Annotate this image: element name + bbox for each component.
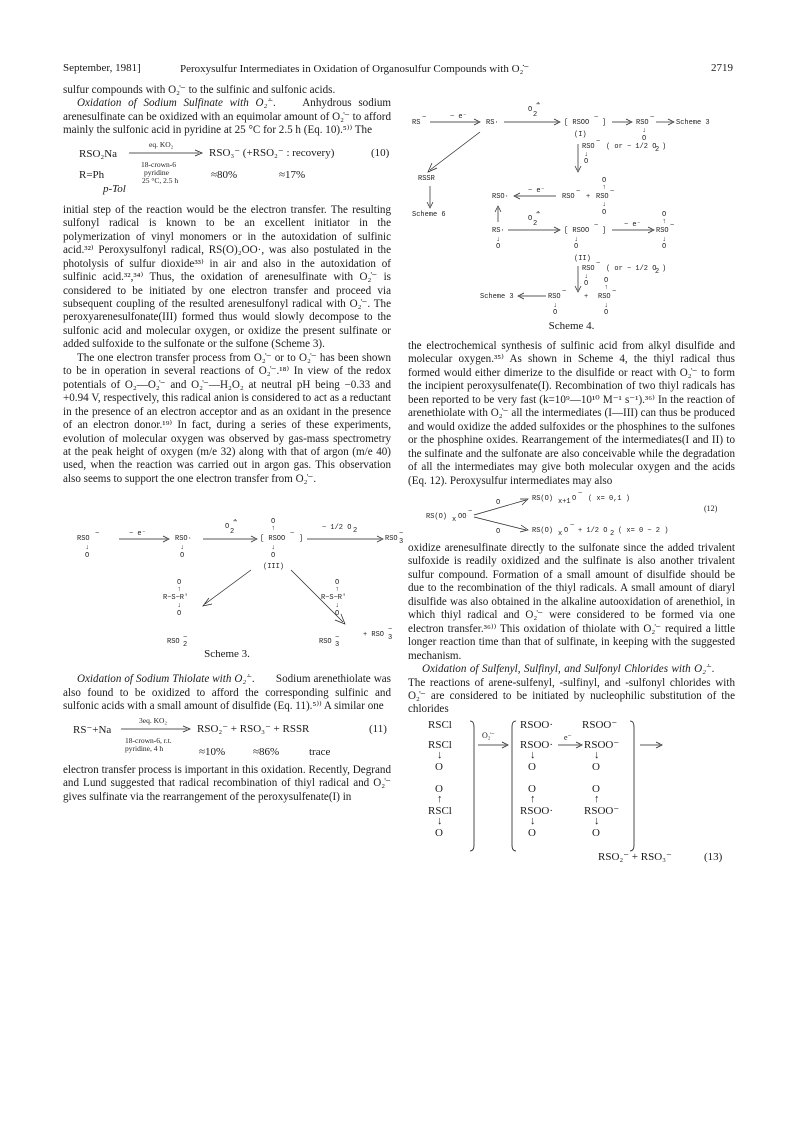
svg-text:RSO: RSO bbox=[582, 265, 595, 273]
svg-text:(I): (I) bbox=[574, 131, 587, 139]
svg-text:−: − bbox=[596, 138, 601, 146]
svg-text:O: O bbox=[335, 579, 340, 588]
eq-number: (11) bbox=[369, 722, 387, 735]
intermediate: RSOO· bbox=[520, 738, 554, 751]
svg-text:2: 2 bbox=[610, 529, 615, 538]
eq-number: (10) bbox=[371, 146, 390, 159]
svg-text:x+1: x+1 bbox=[558, 497, 571, 506]
svg-text:↓: ↓ bbox=[642, 127, 647, 135]
svg-text:O: O bbox=[572, 494, 577, 503]
paragraph: oxidize arenesulfinate directly to the sulfonate since the added trivalent sulfoxide is readily oxidized and the sulfinate is also another trivalent sulfur compound. Formation of a small amount of disulfide should be due to the recombination of the thiyl radicals. A small amount of diaryl disulfide was also obtained in the alkaline autooxidation of arenethiol, in which thiyl radical and O₂̇⁻ were considered to be formed via one electron transfer.³⁶⁾⁾ This oxidation of thiolate with O₂̇⁻ required a little longer reaction time than that of sulfinate, in keeping with the suggested mechanism. bbox=[408, 541, 735, 662]
oxygen-label: O bbox=[528, 782, 536, 795]
eq-reagent: eq. KO₂ bbox=[149, 139, 174, 149]
svg-text:O: O bbox=[564, 526, 569, 535]
reactant: RSCl bbox=[428, 738, 452, 751]
header-date: September, 1981] bbox=[63, 62, 141, 74]
svg-text:): ) bbox=[662, 143, 667, 151]
svg-text:RSSR: RSSR bbox=[418, 175, 435, 183]
svg-text:−: − bbox=[399, 530, 404, 539]
oxygen-label: O bbox=[435, 782, 443, 795]
svg-text:−: − bbox=[594, 114, 599, 122]
svg-text:↑: ↑ bbox=[271, 525, 276, 534]
scheme-3-diagram bbox=[63, 512, 404, 650]
svg-text:O: O bbox=[604, 277, 609, 285]
svg-text:O: O bbox=[642, 135, 647, 143]
section-sulfinate bbox=[63, 97, 391, 137]
page-number: 2719 bbox=[711, 62, 733, 74]
eq-lhs: RS⁻+Na bbox=[73, 723, 112, 736]
svg-text:RSO·: RSO· bbox=[175, 535, 192, 544]
r-definition: p-Tol bbox=[103, 182, 126, 195]
svg-text:↓: ↓ bbox=[584, 151, 589, 159]
eq-reagent: 3eq. KO₂ bbox=[139, 715, 168, 725]
svg-text:RS·: RS· bbox=[486, 119, 499, 127]
svg-text:O: O bbox=[584, 158, 589, 166]
svg-text:∸: ∸ bbox=[536, 101, 541, 109]
eq-condition: 25 °C, 2.5 h bbox=[142, 175, 179, 185]
svg-text:RSO: RSO bbox=[385, 535, 398, 544]
svg-text:↑: ↑ bbox=[602, 184, 607, 192]
eq-rhs: RSO₂⁻ + RSO₃⁻ + RSSR bbox=[197, 722, 310, 735]
intermediate: RSOO⁻ bbox=[584, 804, 620, 817]
svg-text:O: O bbox=[662, 243, 667, 251]
svg-text:O: O bbox=[496, 527, 501, 536]
svg-text:RSO: RSO bbox=[596, 193, 609, 201]
svg-text:RSO: RSO bbox=[598, 293, 611, 301]
svg-text:3: 3 bbox=[335, 641, 340, 650]
eq-condition: pyridine bbox=[144, 167, 169, 177]
svg-text:↓: ↓ bbox=[602, 201, 607, 209]
svg-text:RSO·: RSO· bbox=[492, 193, 509, 201]
svg-text:− 1/2 O: − 1/2 O bbox=[322, 524, 352, 533]
svg-text:RS(O): RS(O) bbox=[426, 512, 448, 521]
reactant: RSCl bbox=[428, 718, 452, 731]
svg-text:Scheme 6: Scheme 6 bbox=[412, 211, 446, 219]
svg-text:−: − bbox=[576, 188, 581, 196]
svg-text:]: ] bbox=[602, 119, 607, 127]
eq-condition: 18-crown-6 bbox=[141, 159, 176, 169]
right-column bbox=[408, 101, 735, 877]
svg-text:↓: ↓ bbox=[335, 602, 340, 611]
svg-text:O: O bbox=[553, 309, 558, 317]
svg-text:]: ] bbox=[299, 535, 304, 544]
svg-text:R−S−R': R−S−R' bbox=[321, 594, 347, 603]
intermediate: RSOO⁻ bbox=[584, 738, 620, 751]
eq-number: (12) bbox=[704, 503, 718, 513]
svg-text:↑: ↑ bbox=[335, 586, 340, 595]
eq-product: RSO₂⁻ + RSO₃⁻ bbox=[598, 850, 672, 863]
svg-text:O: O bbox=[225, 523, 230, 532]
electron-label: e⁻ bbox=[564, 732, 572, 742]
oxygen-label: O bbox=[528, 826, 536, 839]
svg-text:+ 1/2 O: + 1/2 O bbox=[578, 526, 608, 535]
section-title: Oxidation of Sulfenyl, Sulfinyl, and Sulfonyl Chlorides with O₂̇⁻. bbox=[422, 663, 715, 676]
svg-text:x: x bbox=[452, 515, 457, 524]
svg-text:−: − bbox=[422, 114, 427, 122]
svg-text:( or − 1/2 O: ( or − 1/2 O bbox=[606, 143, 657, 151]
section-chlorides bbox=[408, 663, 735, 717]
yield: trace bbox=[309, 745, 331, 758]
svg-text:↓: ↓ bbox=[271, 544, 276, 553]
reaction-arrow bbox=[129, 149, 203, 157]
svg-text:( x= 0 − 2 ): ( x= 0 − 2 ) bbox=[618, 526, 669, 535]
svg-text:RS·: RS· bbox=[492, 227, 505, 235]
svg-text:2: 2 bbox=[533, 220, 538, 228]
oxygen-label: O bbox=[528, 760, 536, 773]
svg-text:↓: ↓ bbox=[584, 273, 589, 281]
svg-text:O: O bbox=[85, 552, 90, 561]
svg-text:RSO: RSO bbox=[167, 638, 180, 647]
svg-text:O: O bbox=[602, 209, 607, 217]
section-title: Oxidation of Sodium Thiolate with O₂̇⁻. bbox=[77, 673, 255, 686]
svg-text:↓: ↓ bbox=[604, 302, 609, 310]
paragraph: the electrochemical synthesis of sulfinic acid from alkyl disulfide and molecular oxygen.³⁵⁾ As shown in Scheme 4, the thiyl radical thus formed would either dimerize to the disulfide or react with O₂̇⁻ to form the incipient peroxysulfenate(I). Recombination of two thiyl radicals has been reported to be very fast (k=10⁹—10¹⁰ M⁻¹ s⁻¹).³⁶⁾ In the reaction of arenethiolate with O₂̇⁻ all the intermediates (I—III) can thus be produced and would oxidize the added sulfoxides or the phosphines to the sulfones or the phosphine oxides. Rearrangement of the intermediates(I and II) to the sulfinate and the sulfonate are also conceivable while the degradation of all the intermediates may give both molecular oxygen and the acids (Eq. 12). Peroxysulfur intermediates may also bbox=[408, 340, 735, 487]
svg-text:O: O bbox=[180, 552, 185, 561]
svg-text:−: − bbox=[596, 260, 601, 268]
svg-text:x: x bbox=[558, 529, 563, 538]
svg-text:(III): (III) bbox=[263, 563, 285, 572]
svg-text:RSO: RSO bbox=[319, 638, 332, 647]
svg-text:↓: ↓ bbox=[496, 236, 501, 244]
svg-text:−: − bbox=[612, 288, 617, 296]
svg-text:O: O bbox=[584, 280, 589, 288]
svg-text:O: O bbox=[271, 552, 276, 561]
equation-10 bbox=[63, 138, 391, 204]
svg-text:O: O bbox=[177, 579, 182, 588]
eq-condition: 18-crown-6, r.t. bbox=[125, 735, 172, 745]
svg-text:↓: ↓ bbox=[180, 544, 185, 553]
svg-text:−: − bbox=[562, 288, 567, 296]
scheme-4-caption: Scheme 4. bbox=[548, 320, 595, 332]
oxygen-label: O bbox=[435, 826, 443, 839]
equation-12 bbox=[408, 488, 735, 542]
svg-text:∸: ∸ bbox=[233, 518, 238, 527]
scheme-4-diagram bbox=[408, 100, 735, 316]
reagent-label: O₂̇⁻ bbox=[482, 730, 495, 740]
svg-text:−: − bbox=[468, 507, 473, 516]
svg-text:O: O bbox=[602, 177, 607, 185]
svg-text:O: O bbox=[271, 518, 276, 527]
eq-lhs: RSO₂Na bbox=[79, 147, 118, 160]
paragraph: sulfur compounds with O₂̇⁻ to the sulfinic and sulfonic acids. bbox=[63, 84, 336, 96]
svg-text:O: O bbox=[604, 309, 609, 317]
svg-text:RS(O): RS(O) bbox=[532, 494, 554, 503]
svg-text:O: O bbox=[662, 211, 667, 219]
svg-text:RSO: RSO bbox=[656, 227, 669, 235]
svg-text:− e⁻: − e⁻ bbox=[450, 113, 467, 121]
svg-text:RSO: RSO bbox=[562, 193, 575, 201]
svg-text:−: − bbox=[670, 222, 675, 230]
svg-text:RSO: RSO bbox=[548, 293, 561, 301]
r-definition: R=Ph bbox=[79, 168, 105, 181]
svg-text:RS(O): RS(O) bbox=[532, 526, 554, 535]
svg-text:2: 2 bbox=[183, 641, 188, 650]
oxygen-label: O bbox=[592, 826, 600, 839]
svg-text:−: − bbox=[335, 634, 340, 643]
svg-text:( x= 0,1 ): ( x= 0,1 ) bbox=[588, 494, 631, 503]
section-thiolate bbox=[63, 673, 391, 713]
svg-text:−: − bbox=[594, 222, 599, 230]
svg-text:( or − 1/2 O: ( or − 1/2 O bbox=[606, 265, 657, 273]
header-title: Peroxysulfur Intermediates in Oxidation of Organosulfur Compounds with O₂̇⁻ bbox=[180, 63, 530, 75]
svg-text:(II): (II) bbox=[574, 255, 591, 263]
svg-text:2: 2 bbox=[655, 268, 660, 276]
svg-text:3: 3 bbox=[388, 634, 393, 643]
section-body: Anhydrous sodium arenesulfinate can be oxidized with an equimolar amount of O₂̇⁻ to afford mainly the sulfonic acid in pyridine at 25 °C for 2.5 h (Eq. 10).⁵⁾⁾ The bbox=[63, 97, 392, 137]
reaction-arrow bbox=[121, 725, 191, 733]
svg-text:↓: ↓ bbox=[177, 602, 182, 611]
eq-number: (13) bbox=[704, 850, 723, 863]
svg-text:[ RSOO: [ RSOO bbox=[260, 535, 286, 544]
svg-text:): ) bbox=[662, 265, 667, 273]
section-body: Sodium arenethiolate was also found to be oxidized to afford the corresponding sulfinic and sulfonic acids with a small amount of disulfide (Eq. 11).⁵⁾⁾ A similar one bbox=[63, 673, 391, 713]
svg-text:O: O bbox=[496, 243, 501, 251]
svg-text:−: − bbox=[183, 634, 188, 643]
intermediate: RSOO· bbox=[520, 718, 554, 731]
section-title: Oxidation of Sodium Sulfinate with O₂̇⁻. bbox=[77, 97, 276, 110]
paragraph: initial step of the reaction would be the electron transfer. The resulting sulfonyl radical is known to be an excellent initiator in the polymerization of vinyl monomers or in the autoxidation of sulfinic acid.³²⁾ Peroxysulfonyl radical, RS(O)₂OO·, was also postulated in the photolysis of sulfur dioxide³³⁾ in air and also in the autoxidation of sulfinic acid.³²,³⁴⁾ Thus, the oxidation of arenesulfinate with O₂̇⁻ is considered to be initiated by one electron transfer and proceed via subsequent coupling of the resulted arenesulfonyl radical with O₂̇⁻. The peroxyarenesulfonate(III) formed thus would slowly decompose to the sulfonic acid and molecular oxygen, or oxidize the present sulfinate or added sulfoxide to the sulfonate or the sulfone (Scheme 3). bbox=[63, 203, 391, 351]
oxygen-label: O bbox=[592, 760, 600, 773]
scheme-4 bbox=[408, 101, 735, 340]
svg-text:−: − bbox=[95, 530, 100, 539]
svg-text:+ RSO: + RSO bbox=[363, 631, 385, 640]
svg-text:↑: ↑ bbox=[662, 218, 667, 226]
svg-text:+: + bbox=[586, 193, 591, 201]
svg-text:R−S−R': R−S−R' bbox=[163, 594, 189, 603]
svg-text:↓: ↓ bbox=[574, 236, 579, 244]
equation-12-diagram bbox=[408, 490, 735, 540]
svg-text:RSO: RSO bbox=[77, 535, 90, 544]
svg-text:3: 3 bbox=[399, 538, 404, 547]
svg-text:2: 2 bbox=[655, 146, 660, 154]
svg-text:↓: ↓ bbox=[662, 236, 667, 244]
reactant: RSCl bbox=[428, 804, 452, 817]
svg-text:∸: ∸ bbox=[536, 210, 541, 218]
eq-condition: pyridine, 4 h bbox=[125, 743, 164, 753]
paragraph: The one electron transfer process from O₂̇⁻ or to O₂̇⁻ has been shown to be in operation in several reactions of O₂̇⁻.¹⁸⁾ In view of the redox potentials of O₂—O₂̇⁻ and O₂̇⁻—H₂O₂ at neutral pH being −0.33 and +0.94 V, respectively, this radical anion is considered to act as a reductant in the presence of an electron acceptor and as an oxidant in the presence of an electron donor.¹⁹⁾ In fact, during a series of these experiments, evolution of molecular oxygen was observed by gas-mass spectrometry at the peak height of oxygen (m/e 32) along with that of argon (m/e 40) used, when the reaction was carried out in argon gas. This observation also seems to support the one electron transfer from O₂̇⁻. bbox=[63, 351, 391, 485]
svg-text:RSO: RSO bbox=[636, 119, 649, 127]
svg-text:↑: ↑ bbox=[177, 586, 182, 595]
yield: ≈10% bbox=[199, 745, 226, 758]
svg-text:−: − bbox=[570, 521, 575, 530]
svg-text:− e⁻: − e⁻ bbox=[624, 221, 641, 229]
svg-text:+: + bbox=[584, 293, 589, 301]
oxygen-label: O bbox=[435, 760, 443, 773]
svg-text:↓: ↓ bbox=[85, 544, 90, 553]
svg-text:O: O bbox=[496, 498, 501, 507]
svg-text:− e⁻: − e⁻ bbox=[129, 530, 146, 539]
svg-text:−: − bbox=[578, 489, 583, 498]
svg-text:Scheme 3: Scheme 3 bbox=[676, 119, 710, 127]
svg-text:↑: ↑ bbox=[604, 284, 609, 292]
svg-text:−: − bbox=[610, 188, 615, 196]
equation-13: RSCl RSCl ↓ O O ↑ RSCl ↓ O O₂̇⁻ RSOO· RSOO· ↓ O O ↑ RSOO· ↓ O e⁻ RSOO⁻ RSOO⁻ ↓ O O ↑ RSOO⁻ ↓ O RSO₂⁻ + RSO₃⁻ (13) bbox=[408, 717, 735, 877]
left-column bbox=[63, 84, 404, 804]
svg-text:O: O bbox=[335, 610, 340, 619]
svg-text:]: ] bbox=[602, 227, 607, 235]
svg-text:2: 2 bbox=[230, 528, 235, 537]
yield: ≈86% bbox=[253, 745, 280, 758]
svg-text:O: O bbox=[574, 243, 579, 251]
yield: ≈17% bbox=[279, 168, 306, 181]
svg-text:−: − bbox=[388, 626, 393, 635]
eq-rhs: RSO₃⁻ (+RSO₂⁻ : recovery) bbox=[209, 146, 335, 159]
oxygen-label: O bbox=[592, 782, 600, 795]
svg-text:O: O bbox=[528, 106, 533, 114]
svg-text:O: O bbox=[177, 610, 182, 619]
svg-text:− e⁻: − e⁻ bbox=[528, 187, 545, 195]
svg-text:RS: RS bbox=[412, 119, 421, 127]
svg-text:OO: OO bbox=[458, 512, 467, 521]
svg-text:Scheme 3: Scheme 3 bbox=[480, 293, 514, 301]
equation-11 bbox=[63, 714, 391, 764]
svg-text:−: − bbox=[290, 530, 295, 539]
svg-text:2: 2 bbox=[533, 111, 538, 119]
scheme-3-caption: Scheme 3. bbox=[204, 648, 250, 661]
svg-text:O: O bbox=[528, 215, 533, 223]
svg-text:[ RSOO: [ RSOO bbox=[564, 119, 590, 127]
svg-text:RSO: RSO bbox=[582, 143, 595, 151]
section-body: The reactions of arene-sulfenyl, -sulfinyl, and -sulfonyl chlorides with O₂̇⁻ are considered to be initiated by nucleophilic substitution of the chlorides bbox=[408, 676, 735, 716]
svg-text:↓: ↓ bbox=[553, 302, 558, 310]
intermediate: RSOO· bbox=[520, 804, 554, 817]
intermediate: RSOO⁻ bbox=[582, 718, 618, 731]
svg-text:[ RSOO: [ RSOO bbox=[564, 227, 590, 235]
scheme-3 bbox=[63, 512, 404, 662]
paragraph: electron transfer process is important in this oxidation. Recently, Degrand and Lund suggested that radical recombination of thiyl radical and O₂̇⁻ gives sulfinate via the rearrangement of the peroxysulfenate(I) in bbox=[63, 763, 391, 803]
svg-text:−: − bbox=[650, 114, 655, 122]
yield: ≈80% bbox=[211, 168, 238, 181]
svg-text:2: 2 bbox=[353, 527, 358, 536]
